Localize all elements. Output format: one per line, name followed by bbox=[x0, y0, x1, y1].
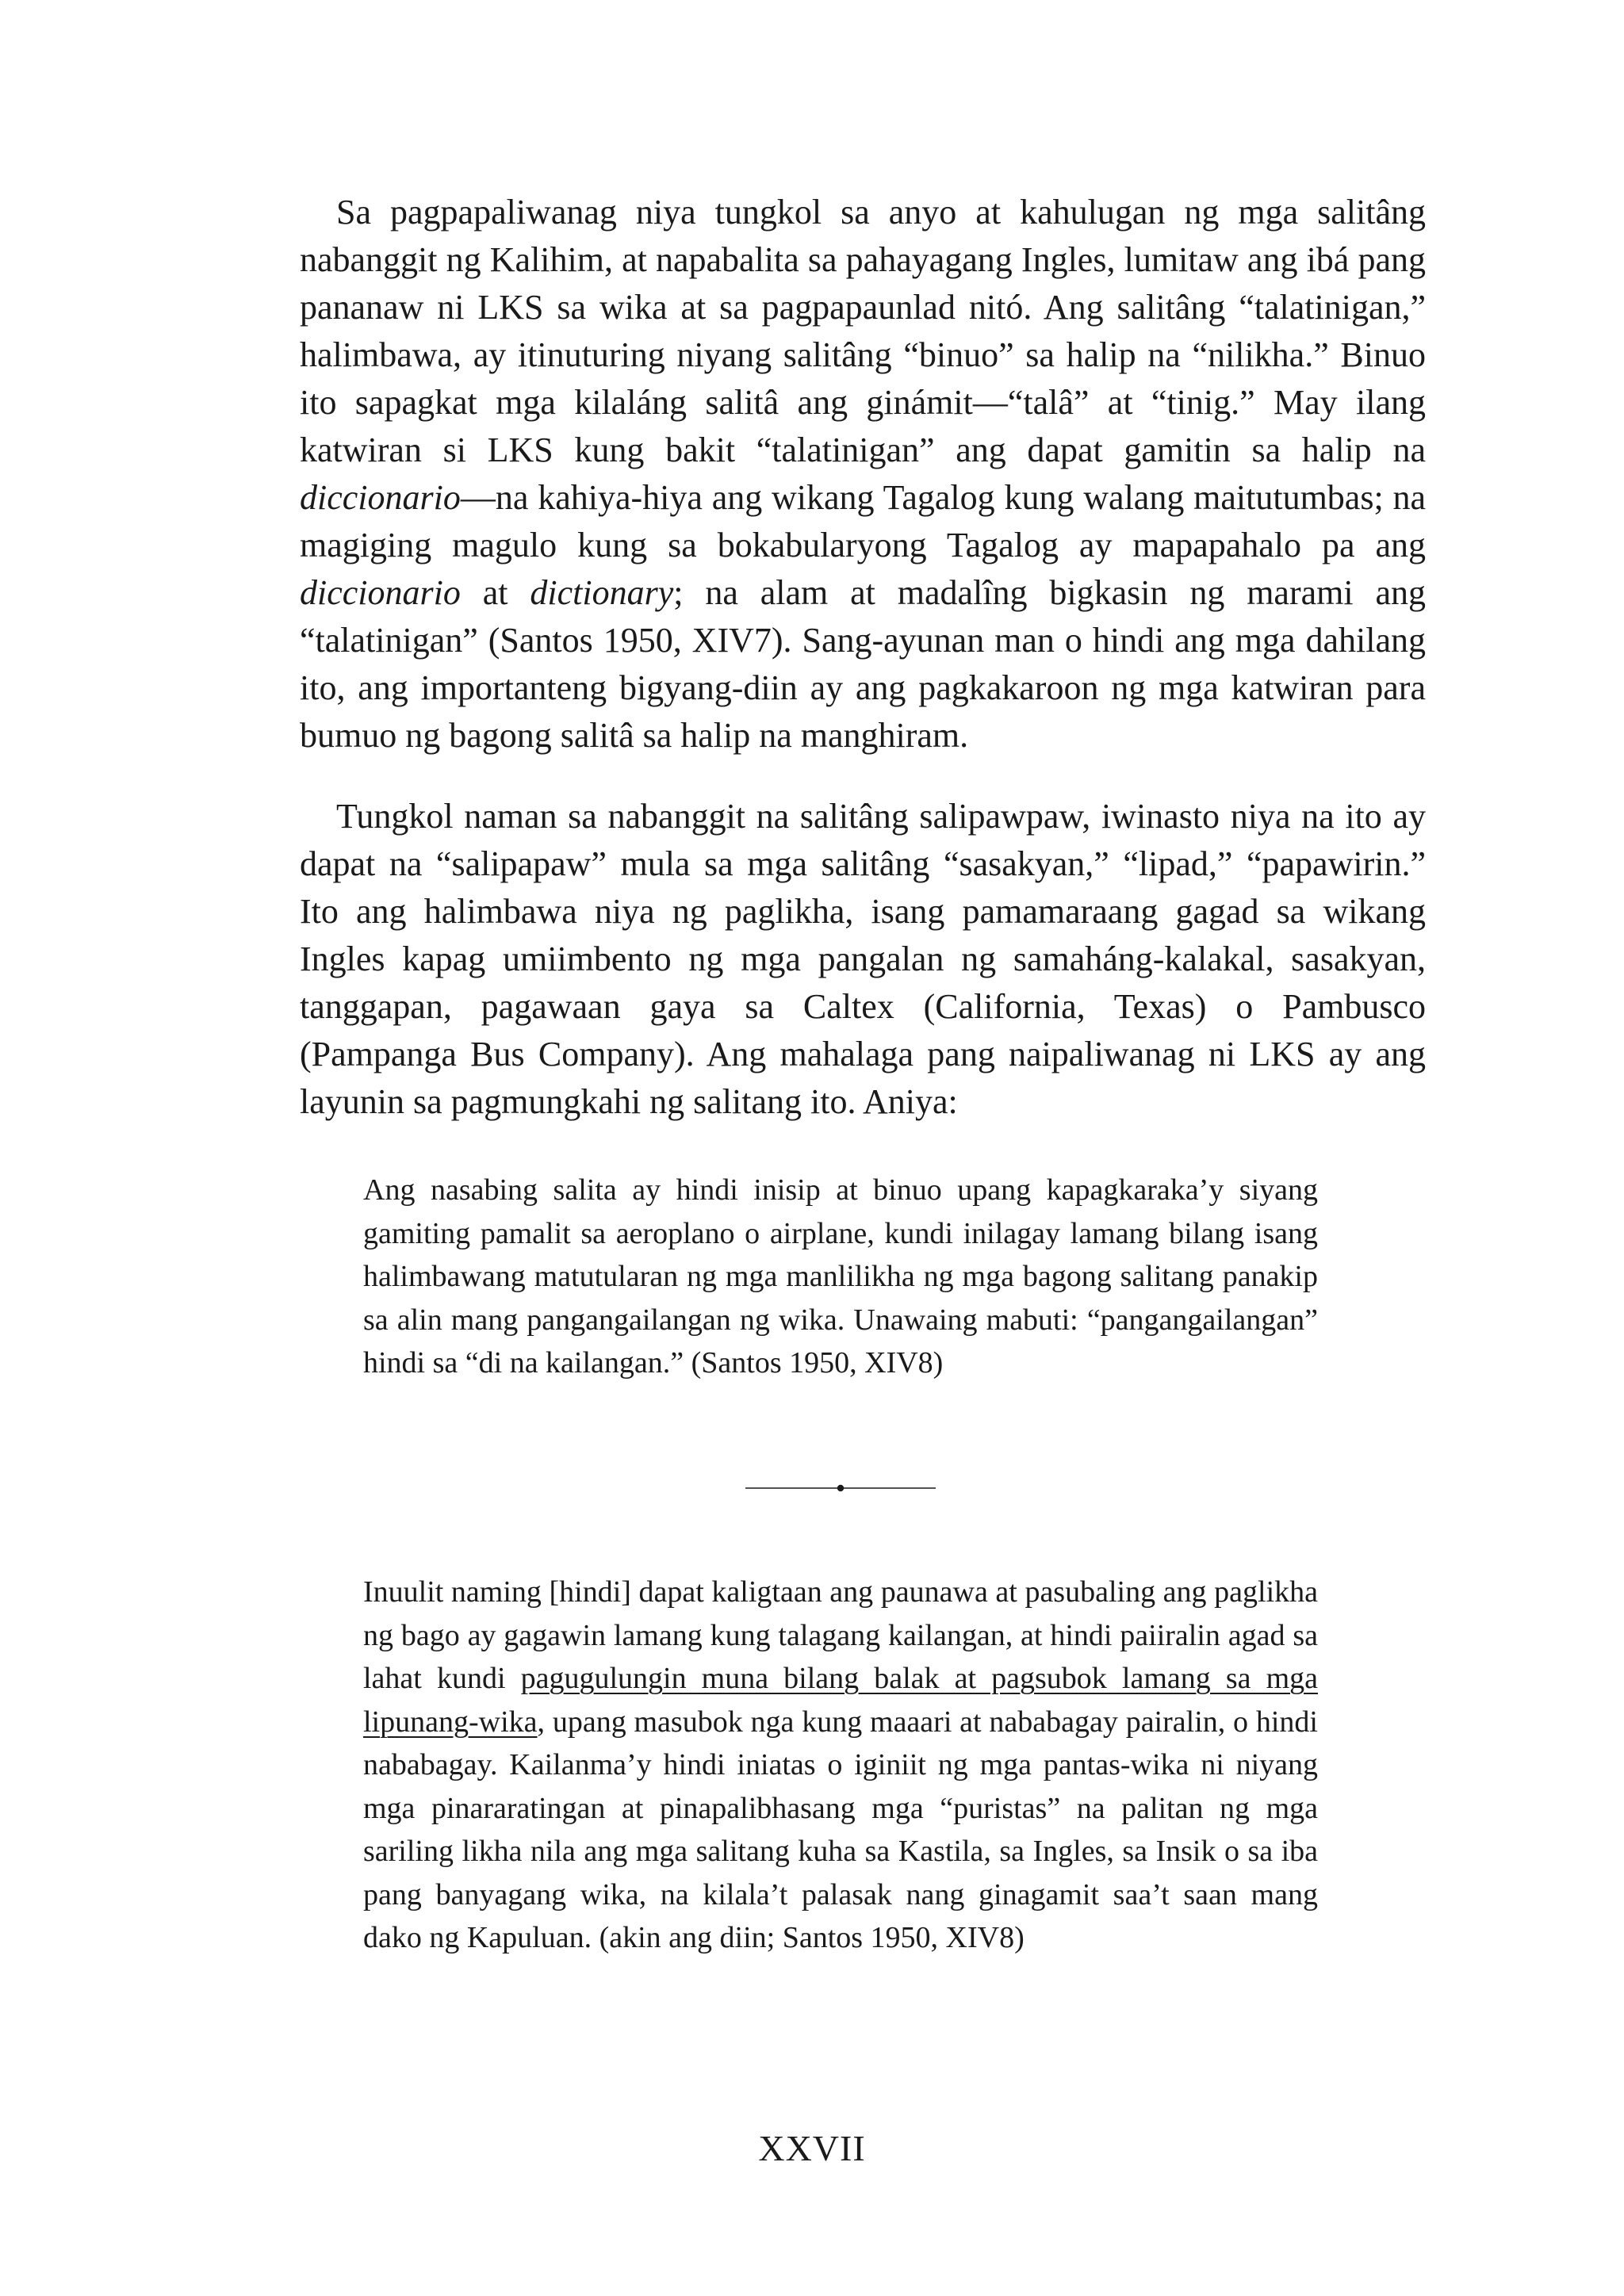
quote2-underlined-emphasis: pagugulungin muna bilang balak at pagsubok lamang sa mga lipunang-wika bbox=[363, 1662, 1318, 1739]
para1-text-1: Sa pagpapaliwanag niya tungkol sa anyo at kahulugan ng mga salitâng nabanggit ng Kalihim, at napabalita sa pahayagang Ingles, lumitaw ang ibá pang pananaw ni LKS sa wika at sa pagpapaunlad nitó. Ang salitâng “talatinigan,” halimbawa, ay itinuturing niyang salitâng “binuo” sa halip na “nilikha.” Binuo ito sapagkat mga kilaláng salitâ ang ginámit—“talâ” at “tinig.” May ilang katwiran si LKS kung bakit “talatinigan” ang dapat gamitin sa halip na bbox=[300, 193, 1426, 469]
para1-text-4: ; na alam at madalîng bigkasin ng marami ang “talatinigan” (Santos 1950, XIV7). Sang-ayunan man o hindi ang mga dahilang ito, ang importanteng bigyang-diin ay ang pagkakaroon ng mga katwiran para bumuo ng bagong salitâ sa halip na manghiram. bbox=[300, 573, 1426, 755]
para1-italic-diccionario-2: diccionario bbox=[300, 573, 461, 612]
para1-text-2: —na kahiya-hiya ang wikang Tagalog kung walang maitutumbas; na magiging magulo kung sa bokabularyong Tagalog ay mapapahalo pa ang bbox=[300, 478, 1426, 564]
section-divider-ornament bbox=[745, 1483, 936, 1494]
para1-italic-diccionario-1: diccionario bbox=[300, 478, 461, 517]
block-quote-2 bbox=[363, 1571, 1318, 1960]
para1-italic-dictionary: dictionary bbox=[530, 573, 674, 612]
quote1-text: Ang nasabing salita ay hindi inisip at binuo upang kapagkaraka’y siyang gamiting pamalit sa aeroplano o airplane, kundi inilagay lamang bilang isang halimbawang matutularan ng mga manlilikha ng mga bagong salitang panakip sa alin mang pangangailangan ng wika. Unawaing mabuti: “pangangailangan” hindi sa “di na kailangan.” (Santos 1950, XIV8) bbox=[363, 1173, 1318, 1380]
body-paragraph-1 bbox=[300, 189, 1426, 760]
quote2-text-1: Inuulit naming [hindi] dapat kaligtaan ang paunawa at pasubaling ang paglikha ng bago ay gagawin lamang kung talagang kailangan, at hindi paiiralin agad sa lahat kundi bbox=[363, 1575, 1318, 1695]
body-paragraph-2 bbox=[300, 793, 1426, 1126]
para2-text: Tungkol naman sa nabanggit na salitâng salipawpaw, iwinasto niya na ito ay dapat na “salipapaw” mula sa mga salitâng “sasakyan,” “lipad,” “papawirin.” Ito ang halimbawa niya ng paglikha, isang pamamaraang gagad sa wikang Ingles kapag umiimbento ng mga pangalan ng samaháng-kalakal, sasakyan, tanggapan, pagawaan gaya sa Caltex (California, Texas) o Pambusco (Pampanga Bus Company). Ang mahalaga pang naipaliwanag ni LKS ay ang layunin sa pagmungkahi ng salitang ito. Aniya: bbox=[300, 797, 1426, 1121]
block-quote-1 bbox=[363, 1169, 1318, 1385]
quote2-text-2: , upang masubok nga kung maaari at nababagay pairalin, o hindi nababagay. Kailanma’y hindi iniatas o iginiit ng mga pantas-wika ni niyang mga pinararatingan at pinapalibhasang mga “puristas” na palitan ng mga sariling likha nila ang mga salitang kuha sa Kastila, sa Ingles, sa Insik o sa iba pang banyagang wika, na kilala’t palasak nang ginagamit saa’t saan mang dako ng Kapuluan. (akin ang diin; Santos 1950, XIV8) bbox=[363, 1705, 1318, 1954]
para1-text-3: at bbox=[460, 573, 530, 612]
page-number: XXVII bbox=[758, 2128, 866, 2168]
